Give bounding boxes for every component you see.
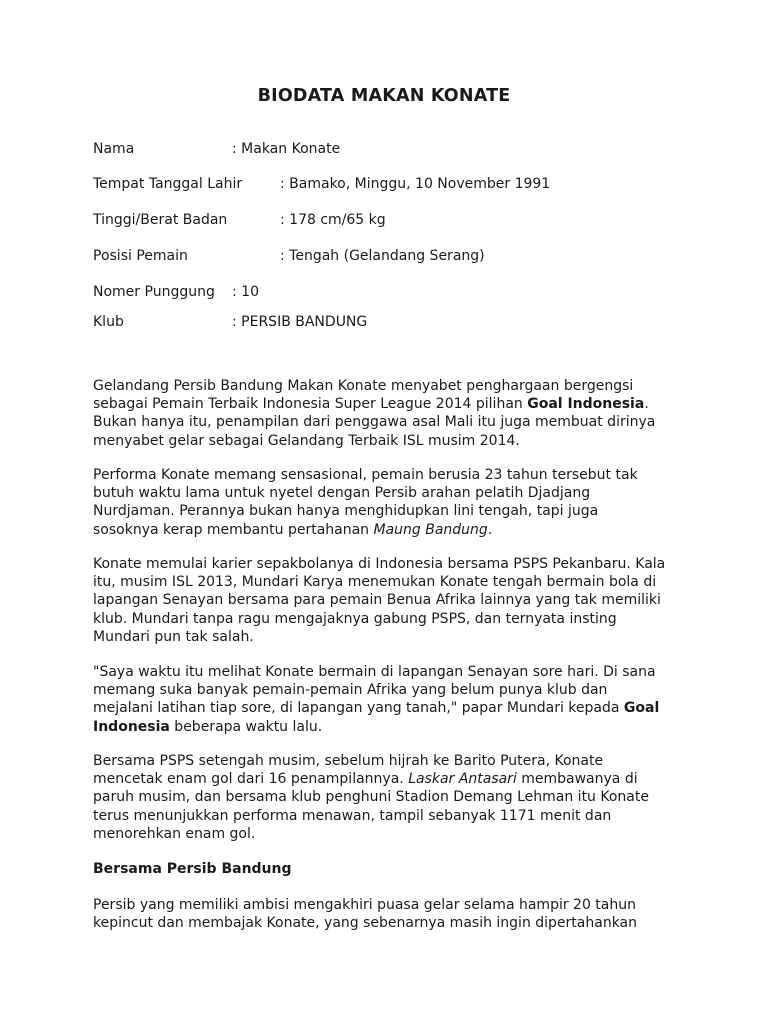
bio-label: Klub [93,314,124,330]
bold-text: Goal Indonesia [527,396,645,413]
text-line: paruh musim, dan bersama klub penghuni Stadion Demang Lehman itu Konate [93,789,649,806]
bio-value: : Tengah (Gelandang Serang) [280,248,485,264]
text-line: sebagai Pemain Terbaik Indonesia Super League 2014 pilihan [93,396,528,413]
text-line: memang suka banyak pemain-pemain Afrika yang belum punya klub dan [93,682,608,699]
text-line: Performa Konate memang sensasional, pemain berusia 23 tahun tersebut tak [93,467,638,483]
document-title: BIODATA MAKAN KONATE [257,86,511,106]
italic-text: Laskar Antasari [408,771,517,788]
text-fragment: membawanya di [516,771,638,788]
text-line: lapangan Senayan bersama para pemain Benua Afrika lainnya yang tak memiliki [93,592,661,609]
text-line: Mundari pun tak salah. [93,628,254,645]
text-line: Gelandang Persib Bandung Makan Konate menyabet penghargaan bergengsi [93,378,634,394]
text-line: itu, musim ISL 2013, Mundari Karya menemukan Konate tengah bermain bola di [93,574,657,591]
text-fragment: . [487,521,493,538]
paragraph-6 [93,896,683,932]
bio-label: Nama [93,141,135,157]
section-heading: Bersama Persib Bandung [93,861,292,877]
paragraph-5 [93,752,683,843]
text-line: "Saya waktu itu melihat Konate bermain di lapangan Senayan sore hari. Di sana [93,664,656,680]
paragraph-2 [93,466,683,539]
bold-text: Indonesia [93,718,170,735]
bio-label: Tinggi/Berat Badan [93,212,228,228]
text-fragment: beberapa waktu lalu. [169,718,323,735]
bold-text: Goal [623,700,660,717]
text-line: terus menunjukkan performa menawan, tampil sebanyak 1171 menit dan [93,807,612,824]
text-line: mencetak enam gol dari 16 penampilannya. [93,771,409,788]
text-line: Konate memulai karier sepakbolanya di Indonesia bersama PSPS Pekanbaru. Kala [93,556,666,572]
text-line: menyabet gelar sebagai Gelandang Terbaik ISL musim 2014. [93,432,520,449]
text-line: Persib yang memiliki ambisi mengakhiri puasa gelar selama hampir 20 tahun [93,897,636,913]
text-fragment: . [644,396,649,413]
text-line: Bukan hanya itu, penampilan dari penggawa asal Mali itu juga membuat dirinya [93,414,656,431]
text-line: Bersama PSPS setengah musim, sebelum hijrah ke Barito Putera, Konate [93,753,604,769]
italic-text: Maung Bandung [373,521,488,538]
text-line: klub. Mundari tanpa ragu mengajaknya gabung PSPS, dan ternyata insting [93,610,617,627]
bio-label: Nomer Punggung [93,284,215,300]
bio-value: : PERSIB BANDUNG [232,314,368,330]
bio-value: : 10 [232,284,259,300]
bio-label: Posisi Pemain [93,248,188,264]
text-line: Nurdjaman. Perannya bukan hanya menghidupkan lini tengah, tapi juga [93,503,599,520]
paragraph-1 [93,377,683,450]
text-line: sosoknya kerap membantu pertahanan [93,521,374,538]
text-line: kepincut dan membajak Konate, yang sebenarnya masih ingin dipertahankan [93,915,638,932]
text-line: mejalani latihan tiap sore, di lapangan yang tanah," papar Mundari kepada [93,700,624,717]
text-line: menorehkan enam gol. [93,825,256,842]
paragraph-4 [93,663,683,736]
bio-value: : Bamako, Minggu, 10 November 1991 [280,176,551,192]
bio-value: : Makan Konate [232,141,341,157]
bio-value: : 178 cm/65 kg [280,212,386,228]
bio-label: Tempat Tanggal Lahir [93,176,243,192]
paragraph-3 [93,555,683,646]
text-line: butuh waktu lama untuk nyetel dengan Persib arahan pelatih Djadjang [93,485,591,502]
